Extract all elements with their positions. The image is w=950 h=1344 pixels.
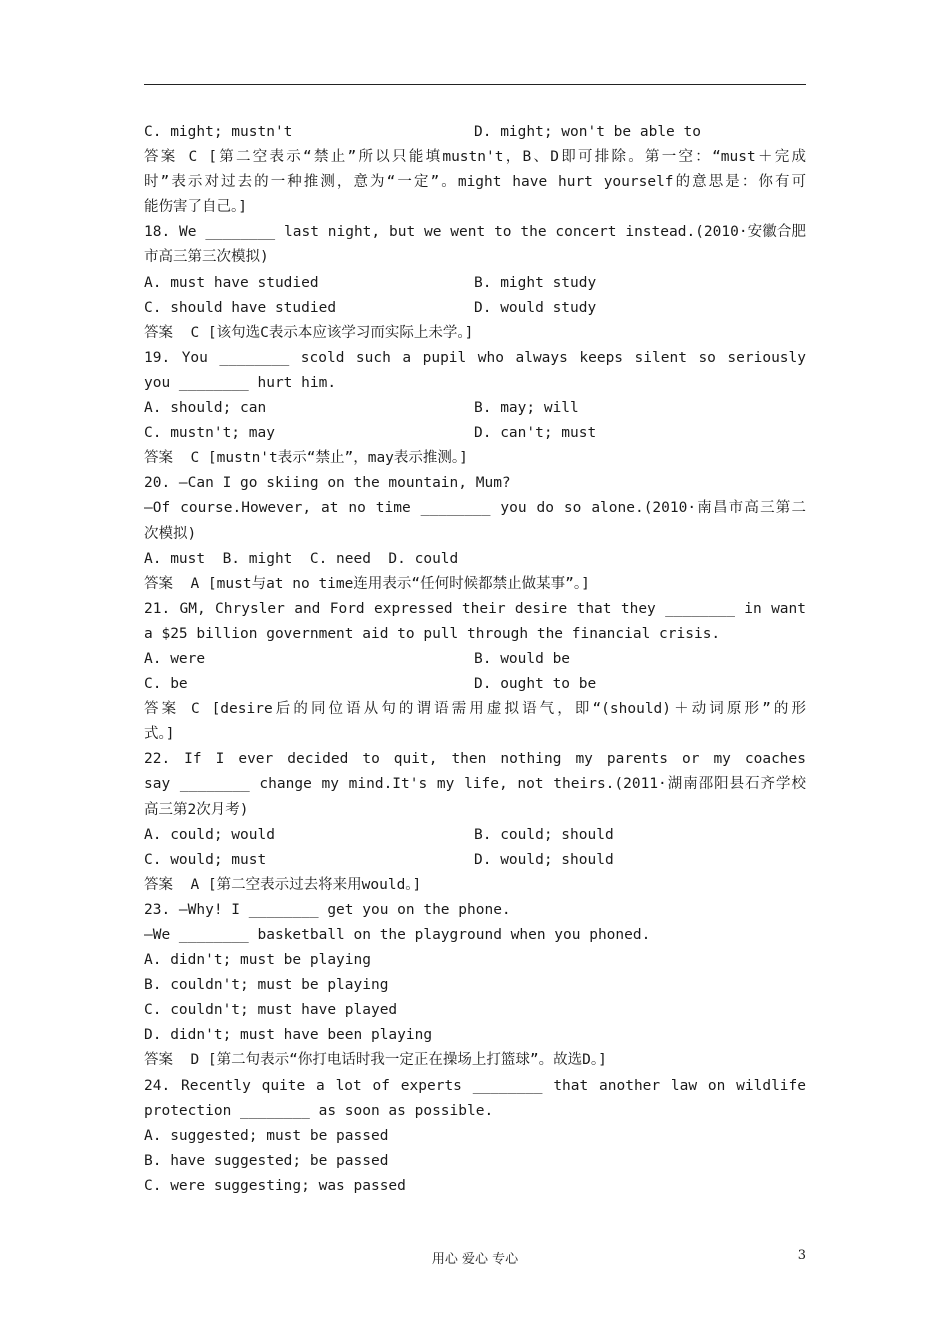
question-stem: —Of course.However, at no time ________ you do so alone.(2010·南昌市高三第二 [144, 500, 806, 517]
page-number: 3 [797, 1248, 806, 1263]
option-b: B. might study [474, 274, 597, 291]
option-c: C. were suggesting; was passed [144, 1177, 406, 1194]
question-stem: —We ________ basketball on the playground when you phoned. [144, 927, 651, 943]
question-stem: say ________ change my mind.It's my life, not theirs.(2011·湖南邵阳县石齐学校 [144, 776, 806, 793]
option-b: B. could; should [474, 826, 614, 843]
answer-line: 时”表示对过去的一种推测，意为“一定”。might have hurt yourself的意思是：你有可 [144, 174, 806, 191]
option-c: C. might; mustn't [144, 124, 293, 140]
question-stem: 19. You ________ scold such a pupil who always keeps silent so seriously [144, 349, 806, 366]
option-row [144, 396, 806, 421]
options-inline: A. must B. might C. need D. could [144, 550, 459, 567]
option-row [144, 421, 806, 446]
answer-line: 式。] [144, 726, 175, 743]
option-b: B. couldn't; must be playing [144, 977, 389, 994]
option-d: D. would; should [474, 851, 614, 868]
answer-line: 答案 C [该句选C表示本应该学习而实际上未学。] [144, 324, 474, 341]
question-stem: 18. We ________ last night, but we went to the concert instead.(2010·安徽合肥 [144, 224, 806, 241]
option-row [144, 848, 806, 873]
question-stem: you ________ hurt him. [144, 374, 337, 391]
answer-line: 答案 C [desire后的同位语从句的谓语需用虚拟语气，即“(should)＋动词原形”的形 [144, 701, 806, 718]
option-d: D. can't; must [474, 425, 597, 442]
answer-line: 能伤害了自己。] [144, 199, 247, 216]
question-stem: 24. Recently quite a lot of experts ________ that another law on wildlife [144, 1077, 806, 1094]
answer-line: 答案 A [第二空表示过去将来用would。] [144, 876, 422, 893]
option-a: A. should; can [144, 400, 267, 417]
page-footer [144, 1248, 806, 1268]
option-d: D. would study [474, 299, 597, 316]
question-stem: 次模拟) [144, 525, 197, 542]
question-stem: 市高三第三次模拟) [144, 249, 269, 266]
option-c: C. couldn't; must have played [144, 1002, 398, 1019]
question-stem: a $25 billion government aid to pull through the financial crisis. [144, 625, 721, 642]
option-b: B. have suggested; be passed [144, 1152, 389, 1169]
answer-line: 答案 A [must与at no time连用表示“任何时候都禁止做某事”。] [144, 575, 590, 592]
option-row [144, 672, 806, 697]
option-a: A. must have studied [144, 274, 319, 291]
option-row [144, 823, 806, 848]
option-row [144, 271, 806, 296]
option-d: D. didn't; must have been playing [144, 1027, 433, 1044]
answer-line: 答案 C [第二空表示“禁止”所以只能填mustn't，B、D即可排除。第一空：“must＋完成 [144, 149, 806, 166]
option-b: B. would be [474, 650, 571, 667]
header-rule [144, 84, 806, 85]
question-stem: 20. —Can I go skiing on the mountain, Mum? [144, 475, 511, 492]
option-d: D. ought to be [474, 676, 597, 693]
option-c: C. mustn't; may [144, 425, 275, 442]
question-stem: 23. —Why! I ________ get you on the phone. [144, 901, 511, 918]
option-row [144, 120, 806, 145]
question-stem: 22. If I ever decided to quit, then nothing my parents or my coaches [144, 751, 806, 768]
option-a: A. were [144, 650, 206, 667]
option-a: A. suggested; must be passed [144, 1127, 389, 1144]
option-row [144, 647, 806, 672]
option-b: B. may; will [474, 400, 579, 417]
option-c: C. should have studied [144, 299, 337, 316]
option-c: C. be [144, 676, 188, 693]
option-row [144, 296, 806, 321]
option-a: A. didn't; must be playing [144, 952, 371, 969]
option-d: D. might; won't be able to [474, 124, 701, 140]
question-stem: 21. GM, Chrysler and Ford expressed their desire that they ________ in want [144, 600, 806, 617]
question-stem: 高三第2次月考) [144, 801, 249, 818]
option-c: C. would; must [144, 851, 267, 868]
option-a: A. could; would [144, 826, 275, 843]
answer-line: 答案 D [第二句表示“你打电话时我一定正在操场上打篮球”。故选D。] [144, 1052, 607, 1069]
footer-motto: 用心 爱心 专心 [431, 1252, 519, 1267]
question-stem: protection ________ as soon as possible. [144, 1102, 494, 1119]
answer-line: 答案 C [mustn't表示“禁止”，may表示推测。] [144, 450, 468, 467]
page-body [144, 120, 806, 1199]
